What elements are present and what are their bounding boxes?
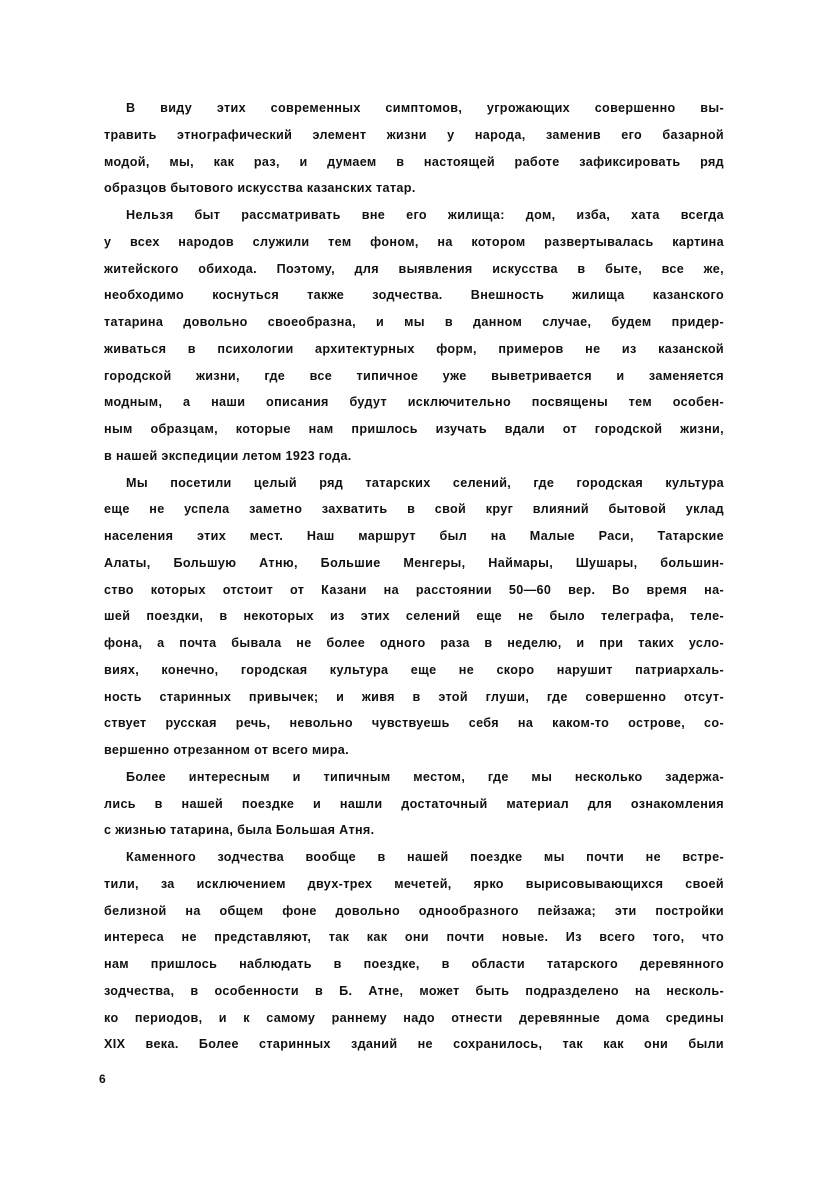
text-line: еще не успела заметно захватить в свой круг влияний бытовой уклад (104, 502, 724, 517)
text-line: ным образцам, которые нам пришлось изучать вдали от городской жизни, (104, 422, 724, 436)
text-line: Более интересным и типичным местом, где мы несколько задержа- (126, 769, 724, 784)
text-line: населения этих мест. Наш маршрут был на Малые Раси, Татарские (104, 529, 724, 543)
text-line: ность старинных привычек; и живя в этой глуши, где совершенно отсут- (104, 689, 724, 704)
text-line: ствует русская речь, невольно чувствуешь себя на каком-то острове, со- (104, 716, 724, 731)
text-line: зодчества, в особенности в Б. Атне, может быть подразделено на несколь- (104, 983, 724, 998)
text-line: XIX века. Более старинных зданий не сохранилось, так как они были (104, 1037, 724, 1052)
paragraph-2 (104, 202, 724, 470)
text-line: живаться в психологии архитектурных форм, примеров не из казанской (104, 341, 724, 356)
text-line: нам пришлось наблюдать в поездке, в области татарского деревянного (104, 957, 724, 971)
text-line: тили, за исключением двух-трех мечетей, ярко вырисовывающихся своей (104, 876, 724, 891)
text-line: интереса не представляют, так как они почти новые. Из всего того, что (104, 930, 724, 945)
page-number: 6 (99, 1072, 106, 1086)
text-line: Мы посетили целый ряд татарских селений, где городская культура (126, 475, 724, 490)
text-line: с жизнью татарина, была Большая Атня. (104, 823, 375, 838)
paragraph-3 (104, 470, 724, 764)
text-line: житейского обихода. Поэтому, для выявления искусства в быте, все же, (104, 261, 724, 276)
text-line: шей поездки, в некоторых из этих селений еще не было телеграфа, теле- (104, 609, 724, 624)
text-line: образцов бытового искусства казанских татар. (104, 181, 416, 196)
text-line: у всех народов служили тем фоном, на котором развертывалась картина (104, 234, 724, 249)
text-line: модой, мы, как раз, и думаем в настоящей работе зафиксировать ряд (104, 154, 724, 169)
text-line: В виду этих современных симптомов, угрожающих совершенно вы- (126, 101, 724, 115)
text-line: травить этнографический элемент жизни у народа, заменив его базарной (104, 127, 724, 142)
text-line: татарина довольно своеобразна, и мы в данном случае, будем придер- (104, 315, 724, 329)
text-line: Нельзя быт рассматривать вне его жилища: дом, изба, хата всегда (126, 208, 724, 222)
text-line: белизной на общем фоне довольно однообразного пейзажа; эти постройки (104, 903, 724, 918)
paragraph-5 (104, 844, 724, 1058)
text-line: Каменного зодчества вообще в нашей поездке мы почти не встре- (126, 850, 724, 864)
text-line: фона, а почта бывала не более одного раза в неделю, и при таких усло- (104, 636, 724, 650)
text-line: виях, конечно, городская культура еще не скоро нарушит патриархаль- (104, 662, 724, 677)
text-line: необходимо коснуться также зодчества. Внешность жилища казанского (104, 288, 724, 303)
paragraph-1 (104, 95, 724, 202)
text-line: ко периодов, и к самому раннему надо отнести деревянные дома средины (104, 1010, 724, 1025)
text-line: вершенно отрезанном от всего мира. (104, 743, 349, 757)
text-line: ство которых отстоит от Казани на расстоянии 50—60 вер. Во время на- (104, 582, 724, 597)
paragraph-4 (104, 764, 724, 844)
text-line: модным, а наши описания будут исключительно посвящены тем особен- (104, 395, 724, 410)
text-line: в нашей экспедиции летом 1923 года. (104, 448, 352, 463)
text-line: лись в нашей поездке и нашли достаточный материал для ознакомления (104, 796, 724, 811)
text-line: Алаты, Большую Атню, Большие Менгеры, Наймары, Шушары, большин- (104, 555, 724, 570)
text-line: городской жизни, где все типичное уже выветривается и заменяется (104, 368, 724, 383)
body-text (104, 95, 724, 1058)
